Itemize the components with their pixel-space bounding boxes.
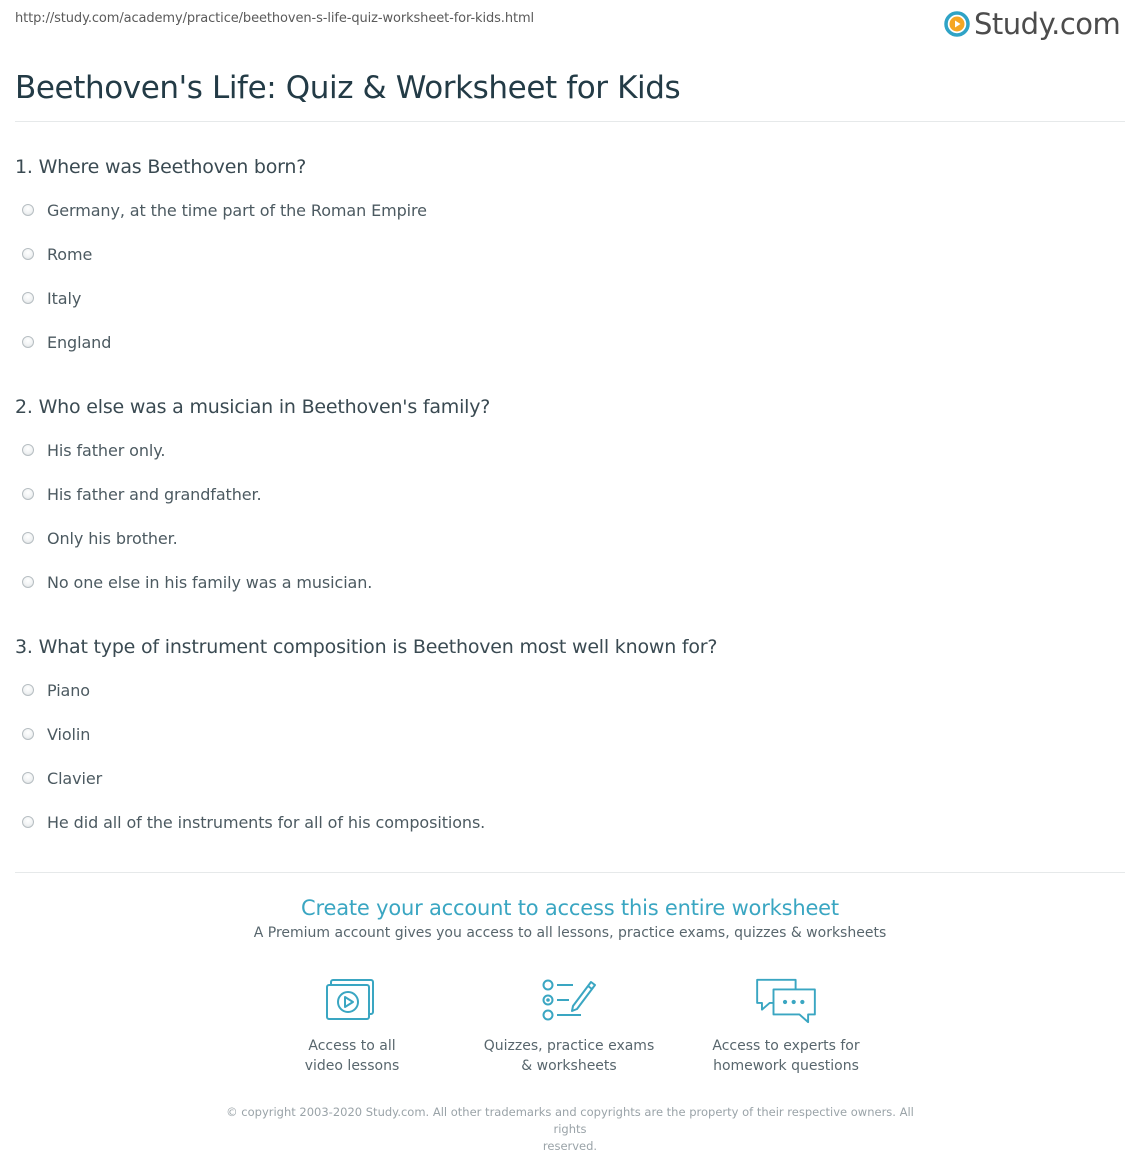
create-account-link[interactable]: Create your account to access this entire worksheet [301,896,839,920]
quiz-checklist-icon [539,976,599,1026]
feature-video-lessons [242,976,462,1076]
page-url: http://study.com/academy/practice/beethoven-s-life-quiz-worksheet-for-kids.html [15,11,535,26]
answer-option[interactable] [22,723,90,745]
section-divider [15,872,1125,873]
answer-label: Italy [47,288,82,308]
study-logo[interactable] [944,6,1120,42]
answer-option[interactable] [22,527,178,549]
answer-option[interactable] [22,287,81,309]
answer-label: His father only. [47,440,166,460]
answer-option[interactable] [22,679,90,701]
feature-quizzes [459,976,679,1076]
radio-button[interactable] [22,772,34,784]
answer-option[interactable] [22,767,102,789]
answer-option[interactable] [22,243,92,265]
radio-button[interactable] [22,532,34,544]
radio-button[interactable] [22,684,34,696]
answer-option[interactable] [22,331,111,353]
radio-button[interactable] [22,336,34,348]
feature-line: homework questions [713,1058,859,1074]
radio-button[interactable] [22,488,34,500]
feature-line: video lessons [304,1058,400,1074]
answer-label: Rome [47,244,93,264]
radio-button[interactable] [22,576,34,588]
answer-label: Clavier [47,768,103,788]
answer-label: No one else in his family was a musician. [47,572,373,592]
answer-label: His father and grandfather. [47,484,262,504]
copyright-line: reserved. [542,1139,598,1153]
answer-label: England [47,332,112,352]
question-2: 2. Who else was a musician in Beethoven's family? [15,396,491,418]
answer-option[interactable] [22,199,427,221]
page-title: Beethoven's Life: Quiz & Worksheet for Kids [15,70,681,106]
answer-label: He did all of the instruments for all of his compositions. [47,812,486,832]
radio-button[interactable] [22,248,34,260]
copyright-notice [220,1104,920,1155]
radio-button[interactable] [22,444,34,456]
answer-label: Only his brother. [47,528,178,548]
play-circle-logo-icon [944,11,970,37]
question-1: 1. Where was Beethoven born? [15,156,307,178]
chat-bubbles-icon [753,976,819,1026]
feature-line: Access to experts for [712,1038,860,1054]
answer-option[interactable] [22,439,165,461]
answer-option[interactable] [22,571,372,593]
answer-label: Violin [47,724,91,744]
logo-text: Study.com [974,7,1121,41]
answer-option[interactable] [22,483,261,505]
answer-option[interactable] [22,811,485,833]
video-lessons-icon [324,976,380,1026]
radio-button[interactable] [22,204,34,216]
copyright-line: © copyright 2003-2020 Study.com. All other trademarks and copyrights are the property of their respective owners. All rights [226,1105,914,1136]
radio-button[interactable] [22,728,34,740]
feature-line: Access to all [308,1038,396,1054]
question-3: 3. What type of instrument composition is Beethoven most well known for? [15,636,718,658]
premium-description: A Premium account gives you access to all lessons, practice exams, quizzes & worksheets [253,925,887,941]
answer-label: Piano [47,680,90,700]
radio-button[interactable] [22,816,34,828]
radio-button[interactable] [22,292,34,304]
title-divider [15,121,1125,122]
answer-label: Germany, at the time part of the Roman Empire [47,200,427,220]
feature-line: Quizzes, practice exams [483,1038,655,1054]
feature-line: & worksheets [521,1058,617,1074]
feature-experts [676,976,896,1076]
